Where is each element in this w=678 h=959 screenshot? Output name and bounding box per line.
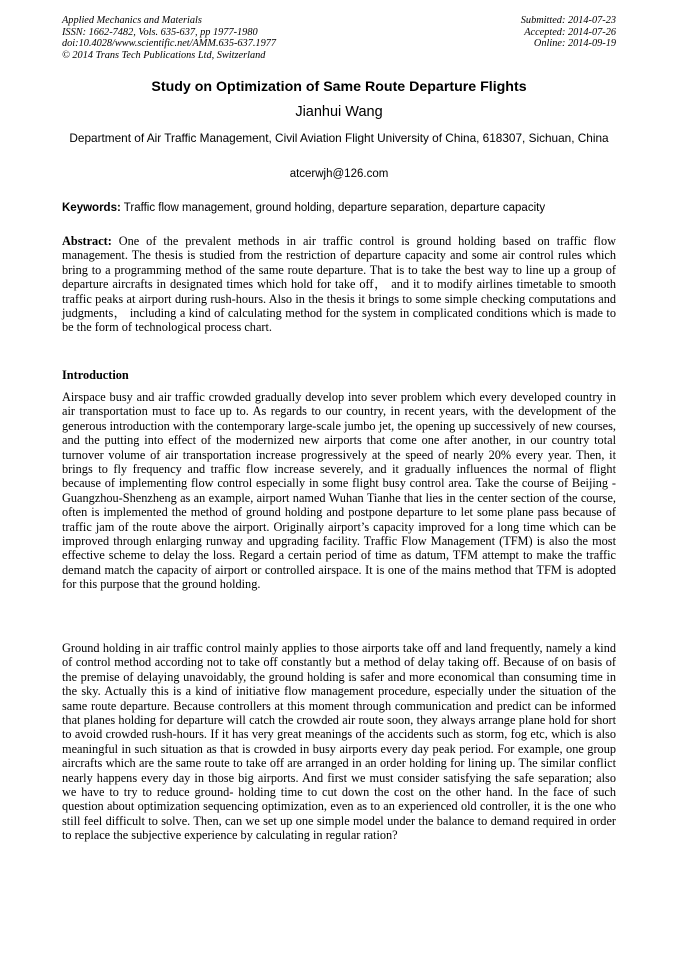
abstract-text: One of the prevalent methods in air traffic control is ground holding based on traffic flow management. The thesis is studied from the restriction of departure capacity and some air control rules which bring to a programming method of the same route departure. That is to take the best way to line up a group of departure aircrafts in designated times which hold for take off， and it to modify airlines timetable to smooth traffic peaks at airport during rush-hours. Also in the thesis it brings to some simple checking computations and judgments， including a kind of calculating method for the system in complicated conditions which is made to be the form of technological process chart. [62, 234, 616, 335]
author-affiliation: Department of Air Traffic Management, Civil Aviation Flight University of China, 618307, Sichuan, China [69, 131, 609, 145]
abstract-label: Abstract: [62, 234, 112, 248]
journal-name: Applied Mechanics and Materials [62, 15, 202, 26]
submitted-date: Submitted: 2014-07-23 [520, 15, 616, 26]
journal-info [62, 15, 276, 61]
abstract [62, 234, 616, 335]
accepted-date: Accepted: 2014-07-26 [524, 26, 616, 38]
doi-line: doi:10.4028/www.scientific.net/AMM.635-637.1977 [62, 38, 277, 50]
paper-title: Study on Optimization of Same Route Departure Flights [151, 79, 527, 95]
introduction-paragraph: Airspace busy and air traffic crowded gradually develop into sever problem which every developed country in air transportation must to face up to. As regards to our country, in recent years, with the development of the generous introduction with the contemporary large-scale jumbo jet, the opening up successively of new courses, and the putting into effect of the modernized new airports that come one after another, in our country total turnover volume of air transportation increase progressively at the speed of nearly 20% every year. Then, it brings to fly frequency and traffic flow increase severely, and it gradually influences the normal of flight because of implementing flow control especially in some flight busy control area. Take the course of Beijing -Guangzhou-Shenzheng as an example, airport named Wuhan Tianhe that lies in the center section of the course, often is implemented the method of ground holding and postpone departure to let some plane pass because of traffic jam of the route above the airport. Originally airport’s capacity improved for a long time which can be improved through enlarging runway and upgrading facility. Traffic Flow Management (TFM) is also the most effective scheme to delay the loss. Regard a certain period of time as datum, TFM attempt to make the traffic demand match the capacity of airport or controlled airspace. It is one of the mains method that TFM is adopted for this purpose that the ground holding. [62, 390, 616, 592]
submission-dates [521, 15, 616, 50]
online-date: Online: 2014-09-19 [533, 38, 616, 50]
issn-line: ISSN: 1662-7482, Vols. 635-637, pp 1977-1980 [62, 26, 258, 38]
author-email: atcerwjh@126.com [289, 168, 389, 180]
copyright-line: © 2014 Trans Tech Publications Ltd, Switzerland [62, 49, 266, 61]
introduction-paragraph: Ground holding in air traffic control mainly applies to those airports take off and land frequently, namely a kind of control method according not to take off constantly but a method of delay taking off. Because of on basis of the premise of delaying unavoidably, the ground holding is safer and more economical than consuming time in the sky. Actually this is a kind of initiative flow management procedure, especially under the situation of the same route departure. Because controllers at this moment through communication and predict can be informed that planes holding for departure will catch the crowded air route soon, they always arrange plane hold for short to avoid crowded rush-hours. If it has very great meanings of the accidents such as storm, fog etc, which is also meaningful in such situation as that is crowded in busy airports every day peak period. For example, one group aircrafts which are the same route to take off are arranged in an order holding for lining up. The similar conflict nearly happens every day in those big airports. And first we must consider satisfying the safe separation; also we have to try to reduce ground- holding time to cut down the cost on the other hand. In the face of such question about optimization sequencing optimization, even as to an experienced old controller, it is the one who still feel difficult to solve. Then, can we set up one simple model under the balance to demand required in order to replace the subjective experience by calculating in regular ration? [62, 641, 616, 843]
section-heading-introduction: Introduction [62, 368, 129, 382]
keywords-text: Traffic flow management, ground holding, departure separation, departure capacity [123, 202, 546, 214]
keywords [62, 202, 622, 214]
author-name: Jianhui Wang [295, 104, 383, 120]
keywords-label: Keywords: [62, 202, 121, 214]
